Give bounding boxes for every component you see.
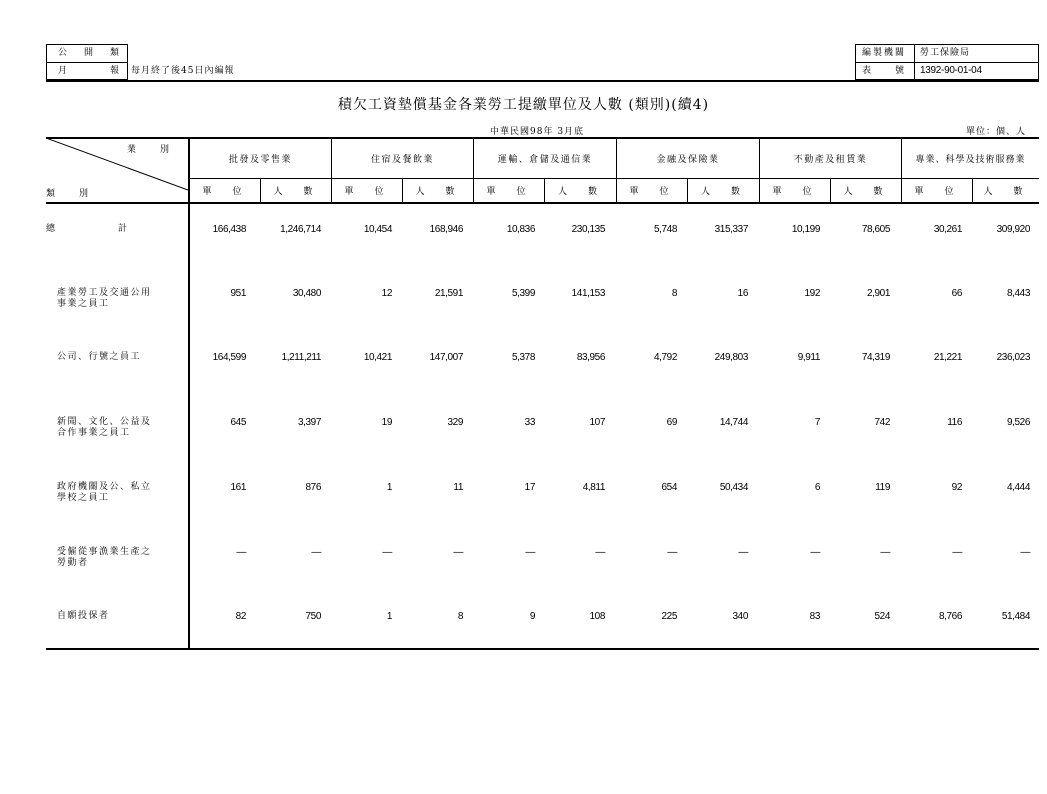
table-cell: 329 xyxy=(447,417,463,428)
row-label xyxy=(57,288,152,310)
table-cell: 951 xyxy=(230,288,246,299)
subheader-persons: 人 數 xyxy=(843,187,889,197)
table-cell: 1 xyxy=(386,611,392,622)
table-cell: 147,007 xyxy=(429,352,463,363)
table-cell: 108 xyxy=(589,611,605,622)
industry-header: 不動產及租賃業 xyxy=(793,155,868,165)
table-cell: — xyxy=(667,547,677,558)
table-cell: — xyxy=(382,547,392,558)
table-cell: 1,246,714 xyxy=(280,224,321,235)
table-cell: — xyxy=(236,547,246,558)
table-cell: 4,444 xyxy=(1006,482,1030,493)
row-label xyxy=(57,417,152,439)
table-cell: 17 xyxy=(524,482,535,493)
subheader-persons: 人 數 xyxy=(983,187,1029,197)
table-cell: 5,748 xyxy=(653,224,677,235)
table-cell: 7 xyxy=(814,417,820,428)
table-cell: 166,438 xyxy=(212,224,246,235)
table-cell: — xyxy=(880,547,890,558)
table-cell: 74,319 xyxy=(861,352,890,363)
period: 中華民國98年 3月底 xyxy=(490,127,585,137)
table-cell: 92 xyxy=(951,482,962,493)
table-cell: 107 xyxy=(589,417,605,428)
row-label-line: 產業勞工及交通公用 xyxy=(57,288,152,298)
row-label-line: 事業之員工 xyxy=(57,299,110,309)
table-cell: 51,484 xyxy=(1001,611,1030,622)
table-cell: 30,261 xyxy=(933,224,962,235)
table-cell: — xyxy=(810,547,820,558)
table-cell: 2,901 xyxy=(866,288,890,299)
row-label xyxy=(57,611,110,622)
subheader-persons: 人 數 xyxy=(273,187,319,197)
table-cell: 5,378 xyxy=(511,352,535,363)
table-cell: 83,956 xyxy=(576,352,605,363)
frequency-note: 每月終了後45日內編報 xyxy=(131,66,235,76)
subheader-units: 單 位 xyxy=(772,187,818,197)
table-cell: 1 xyxy=(386,482,392,493)
industry-header: 運輸、倉儲及通信業 xyxy=(497,155,593,165)
subheader-units: 單 位 xyxy=(486,187,532,197)
table-cell: 50,434 xyxy=(719,482,748,493)
table-cell: 1,211,211 xyxy=(281,352,321,363)
subheader-persons: 人 數 xyxy=(557,187,603,197)
table-cell: 8,443 xyxy=(1006,288,1030,299)
table-cell: 33 xyxy=(524,417,535,428)
unit-note: 單位：個、人 xyxy=(966,127,1027,137)
row-label-line: 總 計 xyxy=(46,224,131,234)
row-label-line: 學校之員工 xyxy=(57,493,110,503)
table-cell: 69 xyxy=(666,417,677,428)
table-cell: 6 xyxy=(814,482,820,493)
industry-header: 住宿及餐飲業 xyxy=(370,155,434,165)
row-label xyxy=(57,352,141,363)
table-cell: 340 xyxy=(732,611,748,622)
form-label: 表 號 xyxy=(862,66,907,76)
subheader-persons: 人 數 xyxy=(700,187,746,197)
table-cell: 249,803 xyxy=(714,352,748,363)
disclosure-label: 公 開 類 xyxy=(58,48,124,58)
row-label xyxy=(57,482,152,504)
subheader-persons: 人 數 xyxy=(415,187,461,197)
row-label-line: 受僱從事漁業生產之 xyxy=(57,547,152,557)
table-cell: 83 xyxy=(809,611,820,622)
table-cell: 654 xyxy=(661,482,677,493)
table-cell: 10,199 xyxy=(791,224,820,235)
table-cell: 78,605 xyxy=(861,224,890,235)
row-label xyxy=(57,547,152,569)
table-cell: 309,920 xyxy=(996,224,1030,235)
table-cell: 645 xyxy=(230,417,246,428)
frequency-label: 月 報 xyxy=(58,66,124,76)
row-label-line: 新聞、文化、公益及 xyxy=(57,417,152,427)
table-cell: — xyxy=(453,547,463,558)
agency-label: 編製機關 xyxy=(862,48,907,58)
table-cell: — xyxy=(595,547,605,558)
table-cell: 4,792 xyxy=(653,352,677,363)
corner-category-label: 類 別 xyxy=(46,189,91,199)
row-label xyxy=(46,224,130,235)
table-cell: 21,591 xyxy=(434,288,463,299)
table-cell: 524 xyxy=(874,611,890,622)
row-label-line: 自願投保者 xyxy=(57,611,110,621)
table-cell: 119 xyxy=(875,482,890,493)
row-label-line: 勞動者 xyxy=(57,558,89,568)
table-cell: 225 xyxy=(661,611,677,622)
row-label-line: 政府機關及公、私立 xyxy=(57,482,152,492)
table-cell: 3,397 xyxy=(297,417,321,428)
table-cell: 12 xyxy=(381,288,392,299)
table-cell: 9,911 xyxy=(797,352,820,363)
table-cell: 742 xyxy=(874,417,890,428)
table-cell: 315,337 xyxy=(714,224,748,235)
row-label-line: 公司、行號之員工 xyxy=(57,352,142,362)
table-cell: — xyxy=(311,547,321,558)
table-cell: 141,153 xyxy=(571,288,605,299)
table-cell: 10,421 xyxy=(363,352,392,363)
table-cell: 230,135 xyxy=(571,224,605,235)
corner-industry-label: 業 別 xyxy=(127,145,172,155)
table-cell: 168,946 xyxy=(429,224,463,235)
table-cell: 8 xyxy=(671,288,677,299)
table-cell: 9 xyxy=(529,611,535,622)
industry-header: 批發及零售業 xyxy=(228,155,292,165)
industry-header: 金融及保險業 xyxy=(656,155,720,165)
table-cell: 10,454 xyxy=(363,224,392,235)
table-cell: 19 xyxy=(381,417,392,428)
table-cell: 161 xyxy=(230,482,246,493)
subheader-units: 單 位 xyxy=(344,187,390,197)
table-cell: 66 xyxy=(951,288,962,299)
subheader-units: 單 位 xyxy=(914,187,960,197)
table-cell: — xyxy=(1020,547,1030,558)
form-number: 1392-90-01-04 xyxy=(920,65,982,76)
table-cell: 4,811 xyxy=(582,482,605,493)
table-cell: 82 xyxy=(235,611,246,622)
table-cell: 8,766 xyxy=(938,611,962,622)
table-cell: 11 xyxy=(453,482,463,493)
subheader-units: 單 位 xyxy=(629,187,675,197)
row-label-line: 合作事業之員工 xyxy=(57,428,131,438)
table-cell: 5,399 xyxy=(511,288,535,299)
table-cell: 876 xyxy=(305,482,321,493)
table-cell: 16 xyxy=(737,288,748,299)
industry-header: 專業、科學及技術服務業 xyxy=(915,155,1026,165)
page-title: 積欠工資墊償基金各業勞工提繳單位及人數 (類別)(續4) xyxy=(337,97,710,113)
table-cell: 30,480 xyxy=(292,288,321,299)
table-cell: 21,221 xyxy=(933,352,962,363)
table-cell: — xyxy=(738,547,748,558)
table-cell: 9,526 xyxy=(1006,417,1030,428)
table-cell: 192 xyxy=(804,288,820,299)
table-cell: 750 xyxy=(305,611,321,622)
table-cell: 236,023 xyxy=(996,352,1030,363)
agency-value: 勞工保險局 xyxy=(920,48,971,58)
subheader-units: 單 位 xyxy=(202,187,248,197)
table-cell: 10,836 xyxy=(506,224,535,235)
table-cell: 14,744 xyxy=(719,417,748,428)
table-cell: 8 xyxy=(457,611,463,622)
table-cell: 164,599 xyxy=(212,352,246,363)
table-cell: 116 xyxy=(947,417,962,428)
table-cell: — xyxy=(525,547,535,558)
table-cell: — xyxy=(952,547,962,558)
